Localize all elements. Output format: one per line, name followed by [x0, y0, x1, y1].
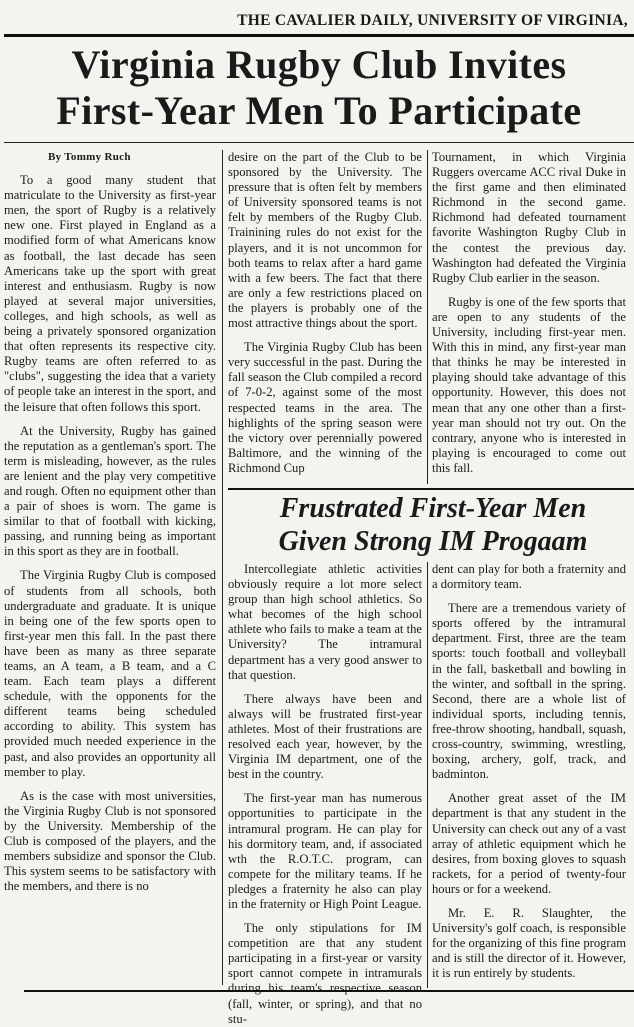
article-separator	[228, 488, 634, 490]
article1-column-2	[228, 150, 422, 484]
column-divider	[427, 150, 428, 484]
article1-column-1	[4, 150, 216, 995]
bottom-rule	[24, 990, 634, 992]
paragraph: There always have been and always will be frustrated first-year athletes. Most of their frustrations are resolved each year, however, by the Virginia IM department, one of the best in the country.	[228, 691, 422, 782]
article2-column-1	[228, 562, 422, 1026]
article1-column-3	[432, 150, 626, 484]
paragraph: At the University, Rugby has gained the reputation as a gentleman's sport. The term is misleading, however, as the rules are lenient and the play very competitive and rough. Often no equipment other than a pair of shoes is worn. The game is similar to that of football with kicking, passing, and running being as important in this sport as they are in football.	[4, 423, 216, 559]
paragraph: There are a tremendous variety of sports offered by the intramural department. First, three are the team sports: touch football and volleyball in the fall, basketball and bowling in the winter, and softball in the spring. Second, there are a whole list of individual sports, including tennis, free-throw shooting, handball, squash, cross-country, swimming, wrestling, boxing, archery, golf, track, and badminton.	[432, 601, 626, 782]
paragraph: desire on the part of the Club to be sponsored by the University. The pressure that is often felt by members of University sponsored teams is not felt by members of the Rugby Club. Trainining rules do not exist for the players, and it is not uncommon for both teams to relax after a hard game with a few beers. The fact that there are only a few restrictions placed on the players is probably one of the most attractive things about the sport.	[228, 150, 422, 331]
paragraph: Mr. E. R. Slaughter, the University's golf coach, is responsible for the organizing of this fine program and is still the director of it. However, it is run entirely by students.	[432, 905, 626, 981]
paragraph: As is the case with most universities, the Virginia Rugby Club is not sponsored by the University. Membership of the Club is composed of the players, and the members subsidize and sponsor the Club. This system seems to be satisfactory with the members, and there is no	[4, 788, 216, 894]
paragraph: Tournament, in which Virginia Ruggers overcame ACC rival Duke in the first game and then eliminated Richmond in the second game. Richmond had defeated tournament favorite Washington Rugby Club in the contest the previous day. Washington had defeated the Virginia Rugby Club earlier in the season.	[432, 150, 626, 285]
paragraph: To a good many student that matriculate to the University as first-year men, the sport of Rugby is a relatively new one. First played in England as a modified form of what Americans know as football, the last decade has seen Americans take up the sport with great interest and enthusiasm. Rugby is now played at several major universities, colleges, and high schools, as well as being a privately sponsored organization that often represents its respective city. Rugby teams are often referred to as "clubs", suggesting the idea that a variety of people take an interest in the sport, and the leisure that often follows this sport.	[4, 173, 216, 414]
byline: By Tommy Ruch	[48, 151, 131, 163]
subheadline-line-2: Given Strong IM Progaam	[278, 526, 588, 557]
paragraph: The Virginia Rugby Club has been very successful in the past. During the fall season the Club compiled a record of 7-0-2, against some of the most respected teams in the area. The highlights of the spring season were the victory over perennially powered Baltimore, and the winning of the Richmond Cup	[228, 340, 422, 475]
paragraph: The first-year man has numerous opportunities to participate in the intramural program. He can play for his dormitory team, and, if associated wth the R.O.T.C. program, can compete for the military teams. If he pledges a fraternity he also can play in the fraternity or High Point League.	[228, 791, 422, 911]
column-divider	[427, 562, 428, 988]
paragraph: The Virginia Rugby Club is composed of students from all schools, both undergraduate and graduate. It is unique in being one of the few sports open to first-year men this fall. In the past there have been as many as three separate teams, an A team, a B team, and a C team. Each team plays a different schedule, with the opponents for the different teams being scheduled according to ability. This system has provided much needed experience in the past, and also provides an opportunity all member to play.	[4, 568, 216, 779]
masthead-rule	[4, 34, 634, 37]
headline-line-1: Virginia Rugby Club Invites	[71, 42, 567, 87]
column-divider	[222, 150, 223, 985]
headline-line-2: First-Year Men To Participate	[56, 88, 582, 133]
article2-column-2	[432, 562, 626, 988]
masthead: THE CAVALIER DAILY, UNIVERSITY OF VIRGINIA,	[237, 12, 628, 29]
subheadline	[232, 492, 634, 558]
paragraph: Another great asset of the IM department is that any student in the University can check out any of a vast array of athletic equipment which he desires, from boxing gloves to squash rackets, for a period of twenty-four hours or for a weekend.	[432, 791, 626, 896]
subheadline-line-1: Frustrated First-Year Men	[279, 493, 587, 524]
paragraph: dent can play for both a fraternity and a dormitory team.	[432, 562, 626, 592]
headline	[4, 42, 634, 134]
paragraph: Intercollegiate athletic activities obviously require a lot more select group than high school athletics. So what becomes of the high school athlete who fails to make a team at the University? The intramural department has a very good answer to that question.	[228, 562, 422, 682]
paragraph: Rugby is one of the few sports that are open to any students of the University, including first-year men. With this in mind, any first-year man that thinks he may be interested in playing should take advantage of this opportunity. However, this does not mean that any one other than a first-year man should not try out. On the contrary, anyone who is interested in playing is encouraged to come out this fall.	[432, 294, 626, 475]
headline-rule	[4, 142, 634, 143]
paragraph: The only stipulations for IM competition are that any student participating in a first-year or varsity sport cannot compete in intramurals during his team's respective season (fall, winter, or spring), and that no stu-	[228, 921, 422, 1026]
